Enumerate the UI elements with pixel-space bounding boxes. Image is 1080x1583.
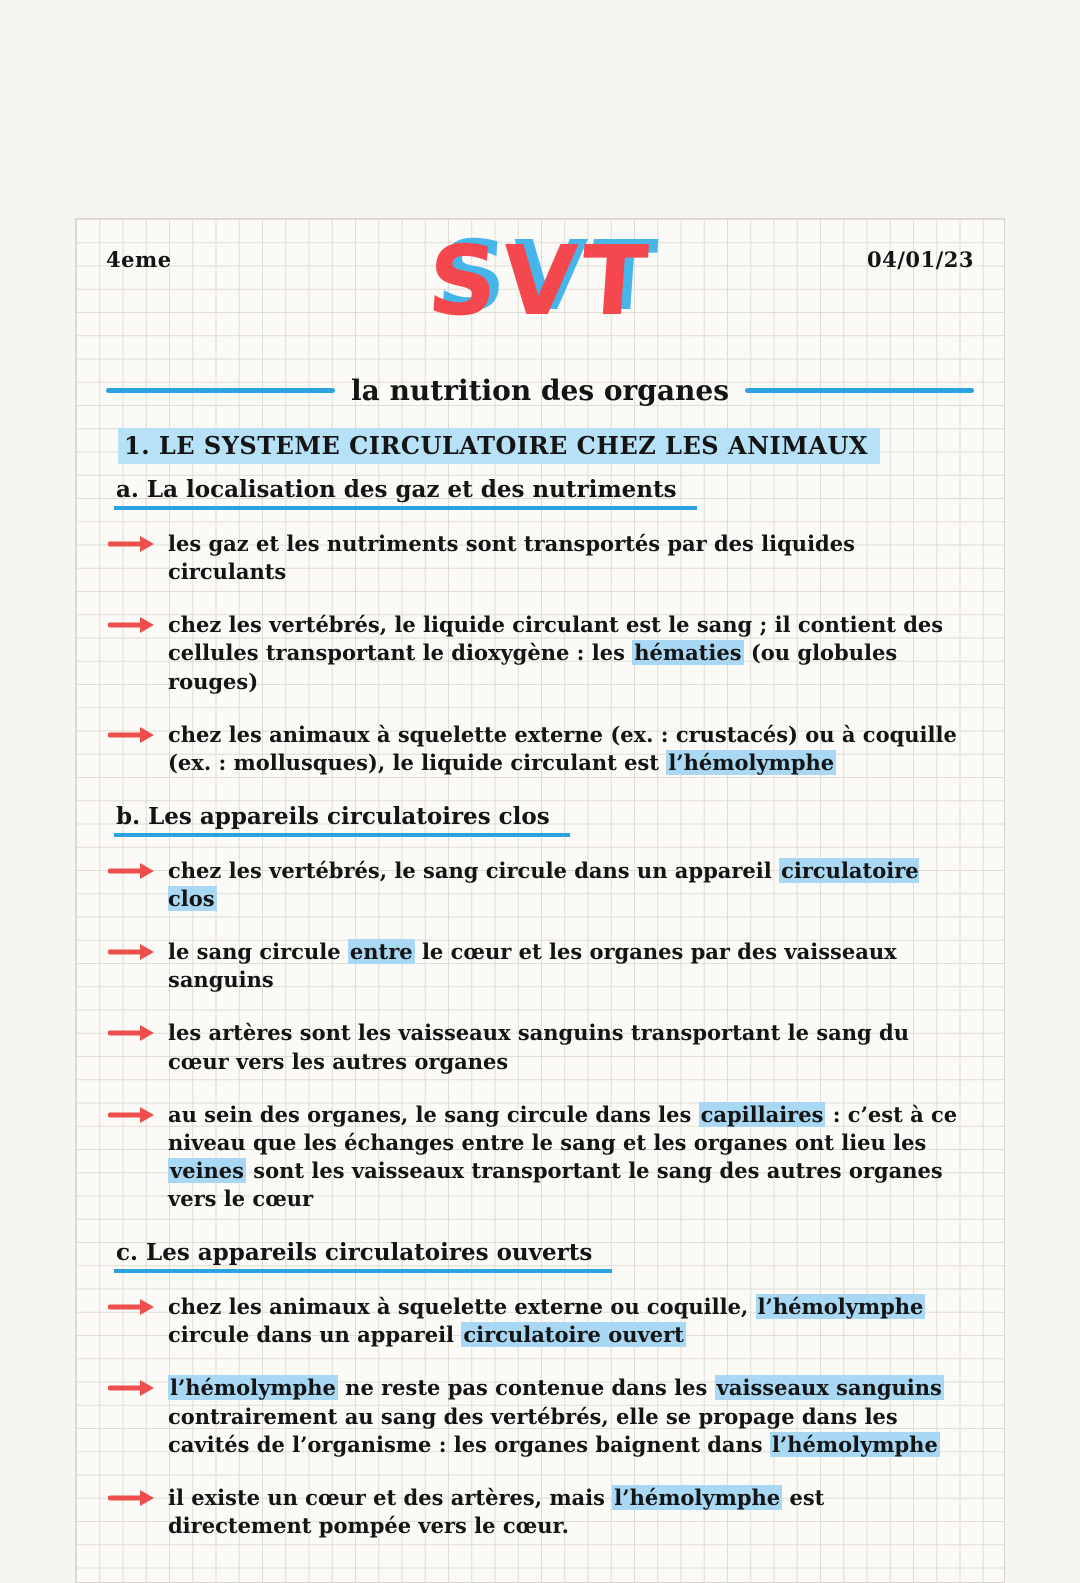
rule-line-right: [745, 388, 974, 393]
text-segment: circule dans un appareil: [168, 1322, 462, 1348]
title-rule: [106, 374, 974, 407]
bullet-text: [168, 938, 974, 994]
page-header: [106, 247, 974, 272]
bullet-text: [168, 1374, 974, 1458]
bullet-item: [106, 1293, 974, 1349]
bullet-text: [168, 1101, 974, 1214]
text-segment: sont les vaisseaux transportant le sang des autres organes vers le cœur: [168, 1157, 943, 1211]
bullet-item: [106, 530, 974, 586]
highlighted-term: l’hémolymphe: [668, 749, 835, 775]
bullet-text: [168, 721, 974, 777]
arrow-icon: [108, 614, 158, 636]
text-segment: ne reste pas contenue dans les: [337, 1375, 715, 1401]
bullet-text: [168, 857, 974, 913]
subsection-heading: b. Les appareils circulatoires clos: [114, 803, 570, 837]
bullet-text: [168, 1019, 974, 1075]
subsection-heading: c. Les appareils circulatoires ouverts: [114, 1239, 612, 1273]
text-segment: chez les animaux à squelette externe ou coquille,: [168, 1294, 756, 1320]
highlighted-term: l’hémolymphe: [771, 1431, 938, 1457]
arrow-icon: [108, 1296, 158, 1318]
page-title: la nutrition des organes: [351, 374, 729, 407]
text-segment: chez les vertébrés, le sang circule dans un appareil: [168, 857, 780, 883]
grade-label: 4eme: [106, 247, 172, 272]
bullet-item: [106, 721, 974, 777]
notebook-paper: [75, 218, 1005, 1583]
arrow-icon: [108, 860, 158, 882]
text-segment: le sang circule: [168, 939, 348, 965]
highlighted-term: veines: [170, 1157, 244, 1183]
section-heading: 1. LE SYSTEME CIRCULATOIRE CHEZ LES ANIMAUX: [118, 428, 880, 464]
text-segment: contrairement au sang des vertébrés, elle se propage dans les cavités de l’organisme : les organes baignent dans: [168, 1403, 898, 1457]
arrow-icon: [108, 1377, 158, 1399]
arrow-icon: [108, 1022, 158, 1044]
arrow-icon: [108, 724, 158, 746]
bullet-item: [106, 1374, 974, 1458]
text-segment: il existe un cœur et des artères, mais: [168, 1484, 613, 1510]
text-segment: : c’est à ce niveau que les échanges entre le sang et les organes ont lieu les: [168, 1101, 958, 1155]
arrow-icon: [108, 1104, 158, 1126]
subsection-heading: a. La localisation des gaz et des nutriments: [114, 476, 697, 510]
highlighted-term: circulatoire ouvert: [463, 1322, 684, 1348]
bullet-item: [106, 1019, 974, 1075]
highlighted-term: vaisseaux sanguins: [716, 1375, 942, 1401]
subsection: [106, 1233, 974, 1540]
text-segment: au sein des organes, le sang circule dans les: [168, 1101, 699, 1127]
svt-logo: SVT: [424, 225, 656, 337]
bullet-item: [106, 857, 974, 913]
highlighted-term: circulatoire clos: [168, 857, 919, 911]
text-segment: est directement pompée vers le cœur.: [168, 1484, 825, 1538]
bullet-item: [106, 1101, 974, 1214]
text-segment: (ou globules rouges): [168, 640, 898, 694]
subsection: [106, 470, 974, 777]
subsection: [106, 797, 974, 1213]
text-segment: le cœur et les organes par des vaisseaux sanguins: [168, 939, 897, 993]
highlighted-term: entre: [349, 939, 413, 965]
highlighted-term: l’hémolymphe: [614, 1484, 781, 1510]
rule-line-left: [106, 388, 335, 393]
bullet-text: [168, 530, 974, 586]
sections-container: [106, 470, 974, 1540]
bullet-item: [106, 611, 974, 695]
text-segment: les gaz et les nutriments sont transportés par des liquides circulants: [168, 531, 855, 585]
highlighted-term: l’hémolymphe: [757, 1294, 924, 1320]
highlighted-term: l’hémolymphe: [170, 1375, 336, 1401]
main-heading-row: [118, 431, 974, 460]
date-label: 04/01/23: [866, 247, 974, 272]
text-segment: les artères sont les vaisseaux sanguins transportant le sang du cœur vers les autres organes: [168, 1020, 909, 1074]
bullet-text: [168, 1293, 974, 1349]
bullet-text: [168, 1484, 974, 1540]
highlighted-term: hématies: [634, 640, 742, 666]
bullet-item: [106, 938, 974, 994]
highlighted-term: capillaires: [700, 1101, 824, 1127]
text-segment: chez les vertébrés, le liquide circulant est le sang ; il contient des cellules transportant le dioxygène : les: [168, 612, 944, 666]
bullet-item: [106, 1484, 974, 1540]
bullet-text: [168, 611, 974, 695]
arrow-icon: [108, 1487, 158, 1509]
arrow-icon: [108, 941, 158, 963]
arrow-icon: [108, 533, 158, 555]
text-segment: chez les animaux à squelette externe (ex. : crustacés) ou à coquille (ex. : mollusques), le liquide circulant est: [168, 721, 957, 775]
